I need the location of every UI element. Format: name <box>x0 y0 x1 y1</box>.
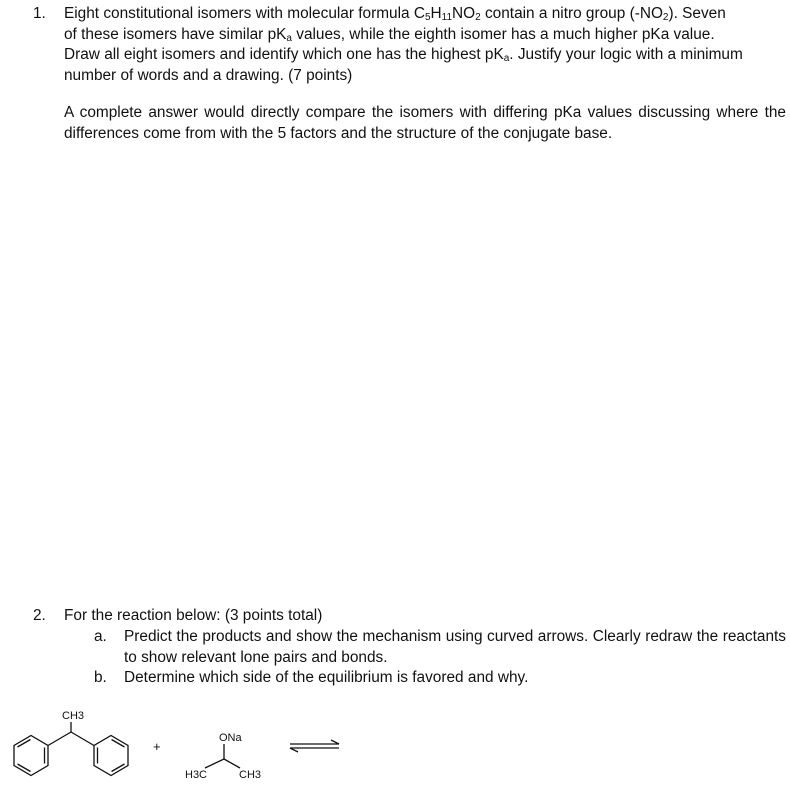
q1-line-1: Eight constitutional isomers with molecular formula $C_5H_{11}NO_2$ contain a nitro group $(-NO_2)$. Seven <box>64 5 726 23</box>
part-b-label: b. <box>94 669 107 686</box>
left-benzene-ring <box>14 736 48 776</box>
q1-line-3: Draw all eight isomers and identify which one has the highest $pK_a$. Justify your logic with a minimum <box>64 46 743 64</box>
q1-line-4: number of words and a drawing. (7 points) <box>64 66 353 84</box>
bond-right <box>71 732 94 746</box>
equilibrium-arrows <box>290 740 339 752</box>
part-b-text: Determine which side of the equilibrium is favored and why. <box>124 669 529 686</box>
ch3-label: CH3 <box>239 769 262 781</box>
right-benzene-ring <box>94 736 128 776</box>
part-a-label: a. <box>94 628 107 645</box>
diphenylethane-structure <box>14 722 128 776</box>
plus-sign: + <box>153 739 161 754</box>
question-2-intro: For the reaction below: (3 points total) <box>64 607 323 624</box>
question-2-number: 2. <box>33 607 46 624</box>
question-1-note: A complete answer would directly compare the isomers with differing pKa values discussing where the differences come from with the 5 factors and the structure of the conjugate base. <box>64 104 786 142</box>
methyl-label: CH3 <box>62 710 85 722</box>
ona-label: ONa <box>219 732 242 744</box>
question-1-number: 1. <box>33 5 46 22</box>
part-a-text: Predict the products and show the mechanism using curved arrows. Clearly redraw the reactants to show relevant lone pairs and bonds. <box>124 628 786 666</box>
sodium-isopropoxide-structure <box>205 744 240 768</box>
q1-line-2: of these isomers have similar $pK_a$ values, while the eighth isomer has a much higher pKa value. <box>64 25 715 44</box>
h3c-label: H3C <box>185 769 208 781</box>
reaction-scheme <box>0 690 790 790</box>
question-1-text <box>64 4 786 86</box>
bond-left <box>48 732 71 746</box>
